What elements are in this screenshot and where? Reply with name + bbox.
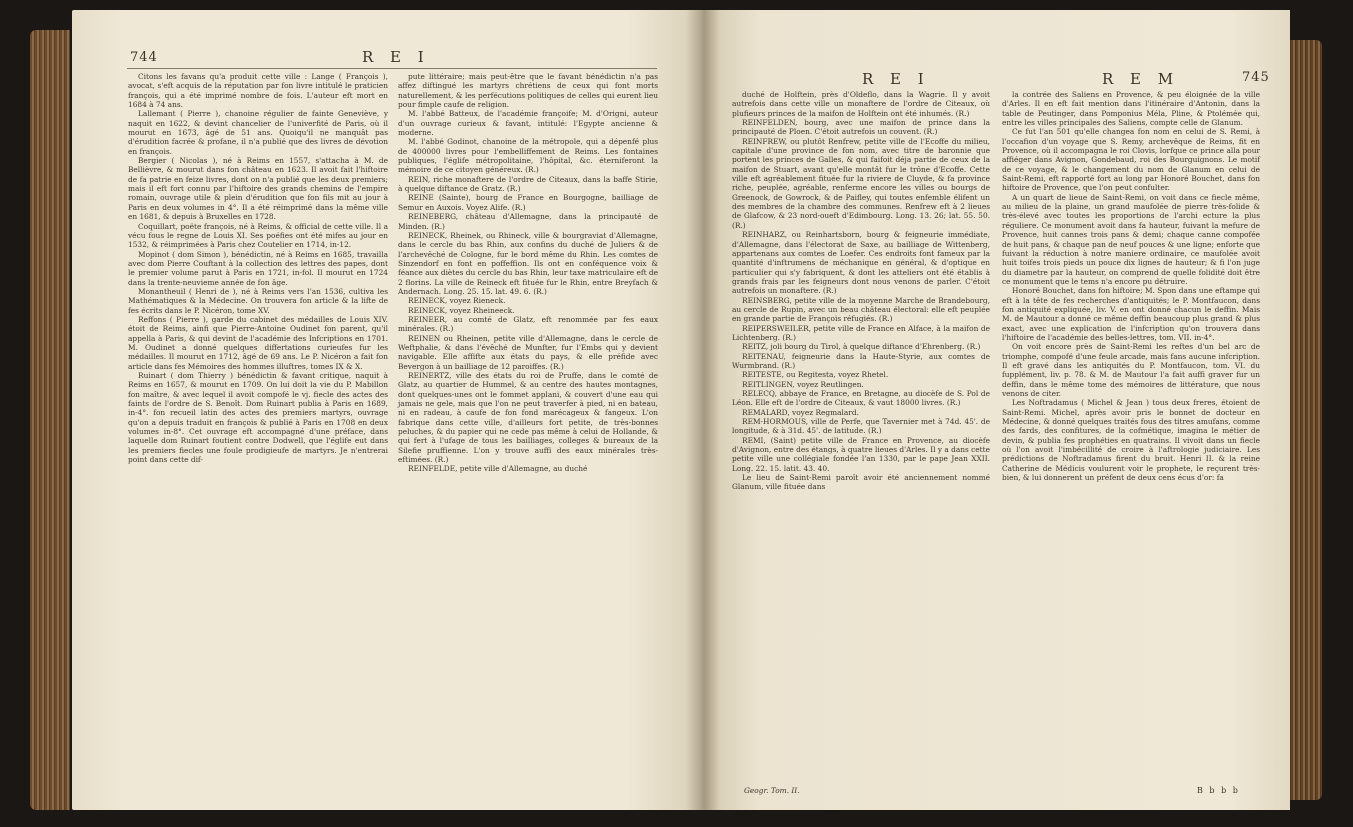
paragraph: Lallemant ( Pierre ), chanoine régulier de fainte Geneviève, y naquit en 1622, & devint chancelier de l'univerfité de Paris, où il mourut en 1673, âgé de 51 ans. Quoiqu'il ne manquât pas d'érudition facrée & profane, il n'a publié que des livres de dévotion en françois. xyxy=(128,109,388,156)
right-page-header-right: R E M xyxy=(1102,70,1180,88)
paragraph: REINFELDE, petite ville d'Allemagne, au duché xyxy=(408,464,588,474)
paragraph: REM-HORMOUS, ville de Perfe, que Tavernier met à 74d. 45'. de longitude, & à 31d. 45'. de latitude. (R.) xyxy=(732,417,990,436)
paragraph: REINECK, Rheinek, ou Rhineck, ville & bourgraviat d'Allemagne, dans le cercle du bas Rhin, aux confins du duché de Juliers & de l'archevêché de Cologne, fur le bord même du Rhin. Les comtes de Sinzendorf en font en poffeffion. Ils ont en conféquence voix & féance aux diètes du cercle du bas Rhin, leur taxe matriculaire eft de 2 florins. La ville de Reineck eft fituée fur le Rhin, entre Breyfach & Andernach. Long. 25. 15. lat. 49. 6. (R.) xyxy=(398,230,658,296)
right-page xyxy=(702,10,1290,810)
paragraph: Bergier ( Nicolas ), né à Reims en 1557, s'attacha à M. de Bellièvre, & mourut dans fon château en 1623. Il avoit fait l'hiftoire de fa patrie en feize livres, dont on n'a publié que les deux premiers; mais il eft fort connu par l'hiftoire des grands chemins de l'empire romain, ouvrage utile & plein d'érudition que fon fils mit au jour à Paris en deux volumes in 4°. Il a été réimprimé dans la même ville en 1681, & depuis à Bruxelles en 1728. xyxy=(128,156,388,222)
right-page-number: 745 xyxy=(1242,70,1270,85)
paragraph: REINEN ou Rheinen, petite ville d'Allemagne, dans le cercle de Weftphalie, & dans l'évêché de Munfter, fur l'Embs qui y devient navigable. Elle affifte aux états du pays, & elle préfide avec Bevergon à un bailliage de 12 paroiffes. (R.) xyxy=(398,333,658,371)
paragraph: REIPERSWEILER, petite ville de France en Alface, à la maifon de Lichtenberg. (R.) xyxy=(732,323,990,342)
paragraph: On voit encore près de Saint-Remi les reftes d'un bel arc de triomphe, compofé d'une feule arcade, mais fans aucune infcription. Il eft gravé dans les antiquités du P. Montfaucon, tom. VI. du fupplément, liv. p. 78. & M. de Mautour l'a fait auffi graver fur un deffin, dans le même tome des mémoires de littérature, que nous venons de citer. xyxy=(1002,342,1260,398)
paragraph: A un quart de lieue de Saint-Remi, on voit dans ce fiecle même, au milieu de la plaine, un grand maufolée de pierre très-folide & très-élevé avec toutes les proportions de l'archi ecture la plus réguliere. Ce monument avoit dans fa hauteur, fuivant la mefure de Provence, huit cannes trois pans & demi; chaque canne compofée de huit pans, & chaque pan de neuf pouces & une ligne; enforte que fuivant la réduction à notre maniere ordinaire, ce maufolée avoit huit toifes trois pieds un pouce dix lignes de hauteur; & fi l'on juge du diametre par la hauteur, on comprend de quelle folidité doit être ce monument que le tems n'a encore pu détruire. xyxy=(1002,192,1260,286)
paragraph: REINE (Sainte), bourg de France en Bourgogne, bailliage de Semur en Auxois. Voyez Alife. (R.) xyxy=(398,193,658,212)
paragraph: Ce fut l'an 501 qu'elle changea fon nom en celui de S. Remi, à l'occafion d'un voyage que S. Remy, archevêque de Reims, fit en Provence, où il accompagna le roi Clovis, lorfque ce prince alla pour affiéger dans Avignon, Gondebaud, roi des Bourguignons. Le motif de ce voyage, & le changement du nom de Glanum en celui de Saint-Remi, eft rapporté fort au long par Honoré Bouchet, dans fon hiftoire de Provence, que l'on peut confulter. xyxy=(1002,127,1260,193)
paragraph: REITLINGEN, voyez Reutlingen. xyxy=(742,379,864,389)
paragraph: Le lieu de Saint-Remi paroît avoir été anciennement nommé Glanum, ville fituée dans xyxy=(732,473,990,492)
paragraph: REINEBERG, château d'Allemagne, dans la principauté de Minden. (R.) xyxy=(398,212,658,231)
paragraph: REITENAU, feigneurie dans la Haute-Styrie, aux comtes de Wurmbrand. (R.) xyxy=(732,351,990,370)
paragraph: REITZ, joli bourg du Tirol, à quelque diftance d'Ehrenberg. (R.) xyxy=(742,342,981,352)
paragraph: REINEER, au comté de Glatz, eft renommée par fes eaux minérales. (R.) xyxy=(398,314,658,334)
paragraph: Coquillart, poëte françois, né à Reims, & official de cette ville. Il a vécu fous le regne de Louis XI. Ses poéfies ont été mifes au jour en 1532, & réimprimées à Paris chez Coutelier en 1714, in-12. xyxy=(128,221,388,250)
left-page xyxy=(72,10,702,810)
left-page-number: 744 xyxy=(130,50,158,65)
paragraph: REINECK, voyez Rheineeck. xyxy=(408,305,515,315)
paragraph: la contrée des Saliens en Provence, & peu éloignée de la ville d'Arles. Il en eft fait mention dans l'itinéraire d'Antonin, dans la table de Peutinger, dans Pomponius Méla, Pline, & Ptolémée qui, entre les villes principales des Saliens, compte celle de Glanum. xyxy=(1002,90,1260,128)
paragraph: M. l'abbé Batteux, de l'académie françoife; M. d'Origni, auteur d'un ouvrage curieux & favant, intitulé: l'Egypte ancienne & moderne. xyxy=(398,109,658,138)
paragraph: M. l'abbé Godinot, chanoine de la métropole, qui a dépenfé plus de 400000 livres pour l'embelliffement de Reims. Les fontaines publiques, l'églife métropolitaine, l'hôpital, &c. éterniferont la mémoire de ce citoyen généreux. (R.) xyxy=(398,137,658,175)
paragraph: REINECK, voyez Rieneck. xyxy=(408,296,506,306)
paragraph: duché de Holftein, près d'Oldeflo, dans la Wagrie. Il y avoit autrefois dans cette ville un monaftere de l'ordre de Citeaux, où plufieurs princes de la maifon de Holftein ont été inhumés. (R.) xyxy=(732,90,990,118)
paragraph: Ruinart ( dom Thierry ) bénédictin & favant critique, naquit à Reims en 1657, & mourut en 1709. On lui doit la vie du P. Mabillon fon maître, & avec lequel il avoit compofé le vj. fiecle des actes des faints de l'ordre de S. Benoît. Dom Ruinart publia à Paris en 1689, in-4°. fon recueil latin des actes des premiers martyrs, ouvrage qu'on a depuis traduit en françois & publié à Paris en 1708 en deux volumes in-8°. Cet ouvrage eft accompagné d'une préface, dans laquelle dom Ruinart foutient contre Dodwell, que l'églife eut dans les premiers fiecles une foule prodigieufe de martyrs. Je n'entrerai point dans cette dif- xyxy=(128,371,388,465)
paragraph: Mopinot ( dom Simon ), bénédictin, né à Reims en 1685, travailla avec dom Pierre Couftant à la collection des lettres des papes, dont le premier volume parut à Paris en 1721, in-fol. Il mourut en 1724 dans la trente-neuvieme année de fon âge. xyxy=(128,249,388,287)
paragraph: REMI, (Saint) petite ville de France en Provence, au diocèfe d'Avignon, entre des étangs, à quatre lieues d'Arles. Il y a dans cette petite ville une collégiale fondée l'an 1330, par le pape Jean XXII. Long. 22. 15. latit. 43. 40. xyxy=(732,435,990,473)
paragraph: REINHARZ, ou Reinhartsborn, bourg & feigneurie immédiate, d'Allemagne, dans l'électorat de Saxe, au bailliage de Wittenberg, appartenans aux comtes de Loefer. Ces endroits font fameux par la quantité d'inftrumens de méchanique en général, & d'optique en particulier qui s'y fabriquent, & dont les atteliers ont été établis à grands frais par les feigneurs dont nous venons de parler. C'étoit autrefois un monaftere. (R.) xyxy=(732,230,990,296)
left-page-edges xyxy=(30,30,70,810)
right-column-1 xyxy=(732,90,990,492)
paragraph: REMALARD, voyez Regmalard. xyxy=(742,407,859,417)
footer-volume: Geogr. Tom. II. xyxy=(744,786,800,795)
paragraph: REIN, riche monaftere de l'ordre de Citeaux, dans la baffe Stirie, à quelque diftance de Gratz. (R.) xyxy=(398,174,658,194)
paragraph: Les Noftradamus ( Michel & Jean ) tous deux freres, étoient de Saint-Remi. Michel, après avoir pris le bonnet de docteur en Médecine, & donné quelques traités fous des titres amufans, comme des fards, des confitures, de la cofmétique, imagina le métier de devin, & publia fes prophéties en quatrains. Il vivoit dans un fiecle où l'on avoit l'imbécillité de croire à l'aftrologie judiciaire. Les prédictions de Noftradamus firent du bruit. Henri II. & la reine Catherine de Médicis voulurent voir le prophete, le reçurent très-bien, & lui donnerent un préfent de deux cens écus d'or: fa xyxy=(1002,398,1260,483)
right-page-header-left: R E I xyxy=(862,70,930,88)
paragraph: REINFREW, ou plutôt Renfrew, petite ville de l'Ecoffe du milieu, capitale d'une province de fon nom, avec titre de baronnie que portent les princes de Galles, & qui faifoit déja partie de ceux de la maifon de Stuart, avant qu'elle montât fur le trône d'Ecoffe. Cette ville eft agréablement fituée fur la riviere de Cluyde, & fa province riche, peuplée, agréable, renferme encore les villes ou bourgs de Greenock, de Gowrock, & de Paifley, qui toutes enfemble élifent un des membres de la chambre des communes. Renfrew eft à 2 lieues de Glafcow, & 23 nord-oueft d'Edimbourg. Long. 13. 26; lat. 55. 50. (R.) xyxy=(732,136,990,230)
paragraph: Monantheuil ( Henri de ), né à Reims vers l'an 1536, cultiva les Mathématiques & la Médecine. On trouvera fon article & la lifte de fes écrits dans le P. Nicéron, tome XV. xyxy=(128,286,388,315)
right-column-2 xyxy=(1002,90,1260,482)
right-page-edges xyxy=(1286,40,1322,800)
paragraph: REINFELDEN, bourg, avec une maifon de prince dans la principauté de Ploen. C'étoit autrefois un couvent. (R.) xyxy=(732,118,990,137)
left-page-header: R E I xyxy=(362,48,430,66)
paragraph: Reffons ( Pierre ), garde du cabinet des médailles de Louis XIV. étoit de Reims, ainfi que Pierre-Antoine Oudinet fon parent, qu'il appella à Paris, & qui devint de l'académie des Infcriptions en 1701. M. Oudinet a donné quelques differtations curieufes fur les médailles. Il mourut en 1712, âgé de 69 ans. Le P. Nicéron a fait fon article dans fes Mémoires des hommes illuftres, tomes IX & X. xyxy=(128,314,388,371)
paragraph: REINSBERG, petite ville de la moyenne Marche de Brandebourg, au cercle de Rupin, avec un beau château électoral: elle eft peuplée en grande partie de François réfugiés. (R.) xyxy=(732,295,990,324)
left-column-2 xyxy=(398,72,658,474)
left-column-1 xyxy=(128,72,388,464)
signature-mark: B b b b xyxy=(1197,786,1240,795)
paragraph: Honoré Bouchet, dans fon hiftoire; M. Spon dans une eftampe qui eft à la tête de fes recherches d'antiquités; le P. Montfaucon, dans fon antiquité expliquée, liv. V. en ont donné chacun le deffin. Mais M. de Mautour a donné ce même deffin beaucoup plus grand & plus exact, avec une explication de l'infcription qu'on trouvera dans l'hiftoire de l'académie des belles-lettres, tom. VII. in-4°. xyxy=(1002,286,1260,342)
paragraph: REINERTZ, ville des états du roi de Pruffe, dans le comté de Glatz, au quartier de Hummel, & au centre des hautes montagnes, dont quelques-unes ont le fommet applani, & couvert d'une eau qui jamais ne gele, mais que l'on ne peut traverfer à pied, ni en bateau, ni en radeau, à caufe de fon fond marécageux & fangeux. L'on fabrique dans cette ville, d'ailleurs fort petite, de très-bonnes peluches, & du papier qui ne cede pas même à celui de Hollande, & qui fert à l'ufage de tous les bailliages, colleges & bureaux de la Silefie pruffienne. L'on y trouve auffi des eaux minérales très-eftimées. (R.) xyxy=(398,371,658,465)
paragraph: REITESTE, ou Regitesta, voyez Rhetel. xyxy=(742,370,889,380)
paragraph: Citons les favans qu'a produit cette ville : Lange ( François ), avocat, s'eft acquis de la réputation par fon livre intitulé le praticien françois, qui a été imprimé nombre de fois. L'auteur eft mort en 1684 à 74 ans. xyxy=(128,72,388,110)
open-book xyxy=(22,10,1322,818)
paragraph: pute littéraire; mais peut-être que le favant bénédictin n'a pas affez diftingué les martyrs chrétiens de ceux qui font morts naturellement, & les perfécutions politiques de celles qui eurent lieu pour fimple caufe de religion. xyxy=(398,72,658,110)
paragraph: RELECQ, abbaye de France, en Bretagne, au diocèfe de S. Pol de Léon. Elle eft de l'ordre de Citeaux, & vaut 18000 livres. (R.) xyxy=(732,389,990,408)
header-rule xyxy=(127,68,657,69)
